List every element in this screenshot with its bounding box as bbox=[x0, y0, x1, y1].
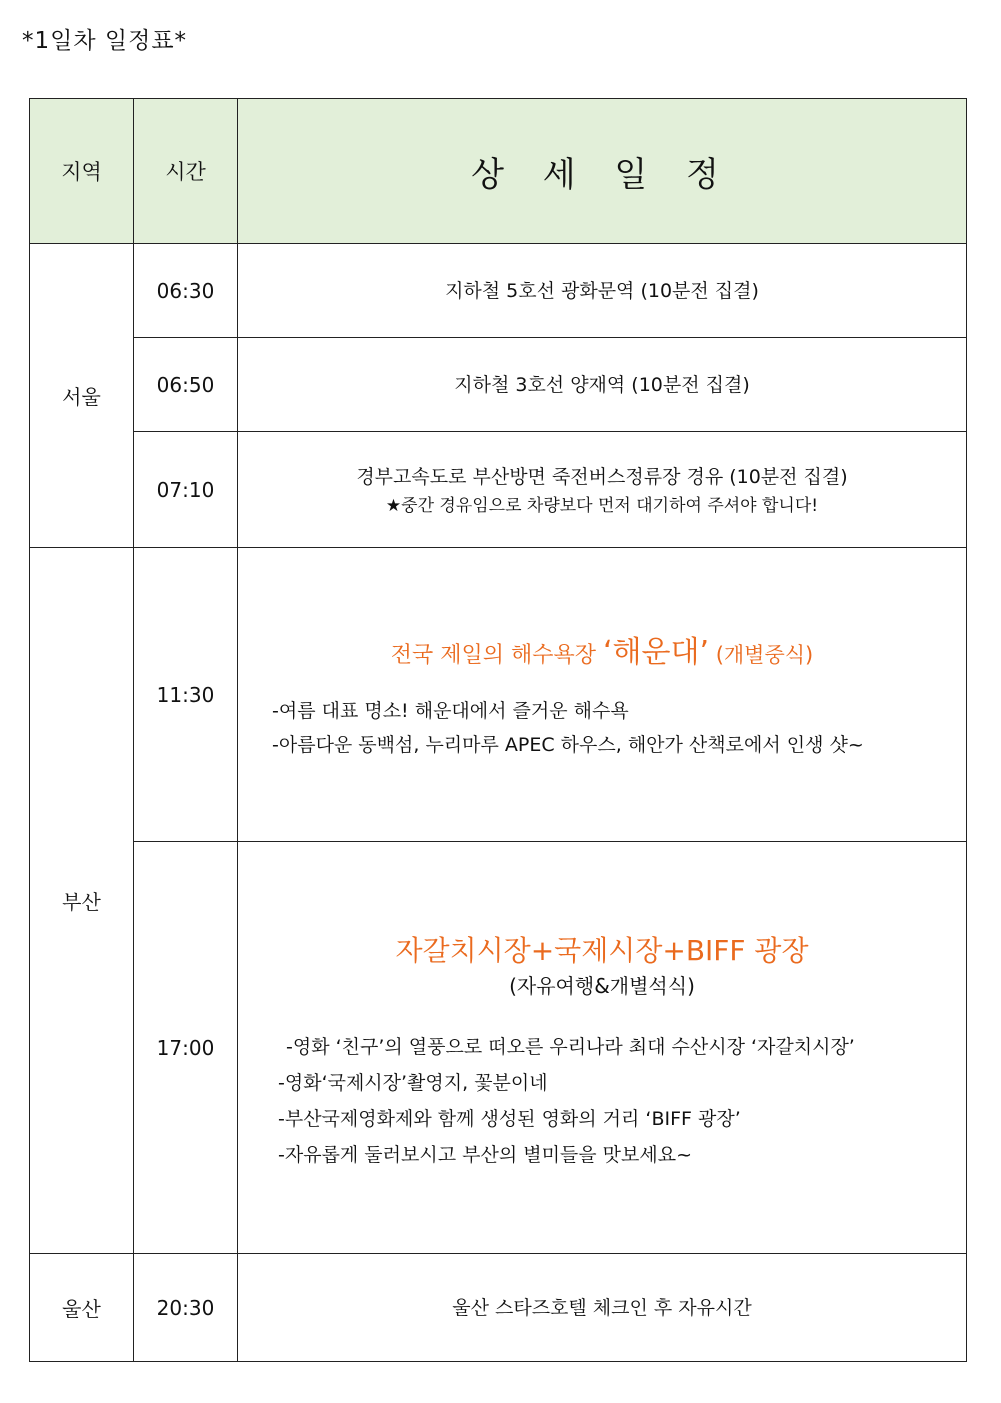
market-subtitle: (자유여행&개별석식) bbox=[509, 973, 695, 998]
detail-cell: 지하철 3호선 양재역 (10분전 집결) bbox=[238, 338, 967, 432]
haeundae-title bbox=[238, 633, 966, 676]
detail-cell: 지하철 5호선 광화문역 (10분전 집결) bbox=[238, 244, 967, 338]
time-cell: 06:30 bbox=[134, 244, 238, 338]
time-cell: 07:10 bbox=[134, 432, 238, 548]
detail-cell bbox=[238, 432, 967, 548]
list-item: -영화‘국제시장’촬영지, 꽃분이네 bbox=[278, 1071, 548, 1094]
list-item: -여름 대표 명소! 해운대에서 즐거운 해수욕 bbox=[272, 700, 629, 722]
region-busan: 부산 bbox=[30, 548, 134, 1254]
market-bullets bbox=[238, 1029, 966, 1173]
list-item: -부산국제영화제와 함께 생성된 영화의 거리 ‘BIFF 광장’ bbox=[278, 1107, 741, 1130]
region-ulsan: 울산 bbox=[30, 1254, 134, 1362]
haeundae-title-post: (개별중식) bbox=[709, 643, 814, 667]
page-title: *1일차 일정표* bbox=[22, 28, 188, 54]
table-row bbox=[30, 244, 967, 338]
list-item: -아름다운 동백섬, 누리마루 APEC 하우스, 해안가 산책로에서 인생 샷~ bbox=[272, 734, 864, 756]
detail-cell: 울산 스타즈호텔 체크인 후 자유시간 bbox=[238, 1254, 967, 1362]
schedule-table bbox=[29, 98, 967, 1362]
table-row bbox=[30, 1254, 967, 1362]
haeundae-title-pre: 전국 제일의 해수욕장 bbox=[390, 643, 603, 668]
header-row bbox=[30, 99, 967, 244]
time-cell: 11:30 bbox=[134, 548, 238, 842]
list-item: -자유롭게 둘러보시고 부산의 별미들을 맛보세요~ bbox=[278, 1143, 693, 1166]
table-row bbox=[30, 432, 967, 548]
haeundae-title-main: ‘해운대’ bbox=[603, 635, 710, 670]
detail-cell bbox=[238, 548, 967, 842]
time-cell: 06:50 bbox=[134, 338, 238, 432]
table-row bbox=[30, 548, 967, 842]
detail-text: 경부고속도로 부산방면 죽전버스정류장 경유 (10분전 집결) bbox=[356, 465, 848, 488]
market-title: 자갈치시장+국제시장+BIFF 광장 bbox=[395, 933, 809, 967]
region-seoul: 서울 bbox=[30, 244, 134, 548]
time-cell: 20:30 bbox=[134, 1254, 238, 1362]
haeundae-bullets bbox=[238, 694, 966, 762]
header-region: 지역 bbox=[30, 99, 134, 244]
header-detail: 상 세 일 정 bbox=[238, 99, 967, 244]
list-item: -영화 ‘친구’의 열풍으로 떠오른 우리나라 최대 수산시장 ‘자갈치시장’ bbox=[286, 1035, 855, 1058]
header-time: 시간 bbox=[134, 99, 238, 244]
table-row bbox=[30, 842, 967, 1254]
warning-note: ★중간 경유임으로 차량보다 먼저 대기하여 주셔야 합니다! bbox=[385, 495, 819, 516]
time-cell: 17:00 bbox=[134, 842, 238, 1254]
table-row bbox=[30, 338, 967, 432]
detail-cell bbox=[238, 842, 967, 1254]
